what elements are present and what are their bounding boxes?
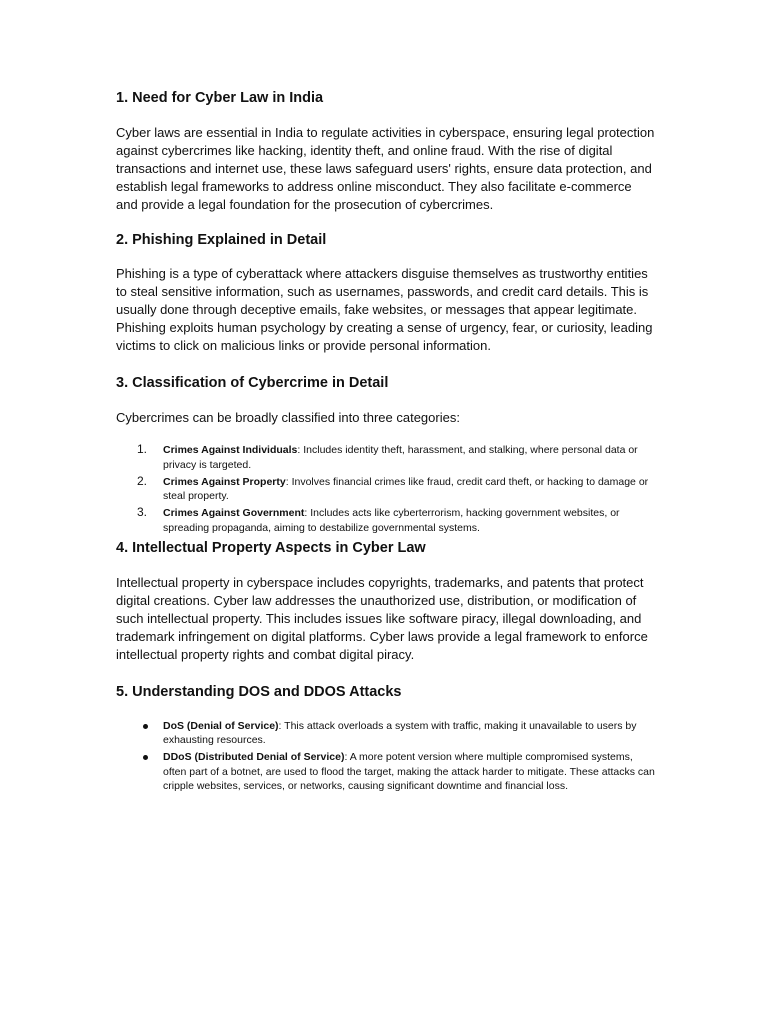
- list-item: [116, 750, 656, 794]
- list-item: [116, 719, 656, 748]
- list-number: 2.: [137, 473, 148, 488]
- section-5-heading: 5. Understanding DOS and DDOS Attacks: [116, 683, 402, 700]
- bullet-icon: [143, 755, 148, 760]
- list-item-text: : Includes acts like cyberterrorism, hacking government websites, or spreading propaganda, aiming to destabilize governmental systems.: [163, 507, 620, 534]
- list-number: 3.: [137, 505, 148, 519]
- section-4-heading: 4. Intellectual Property Aspects in Cyber Law: [116, 539, 426, 556]
- list-item-text: : Involves financial crimes like fraud, credit card theft, or hacking to damage or steal property.: [163, 475, 649, 502]
- list-number: 1.: [137, 442, 148, 456]
- list-item-term: Crimes Against Individuals: [163, 444, 298, 456]
- list-item: [116, 443, 656, 472]
- document-body: [116, 88, 656, 796]
- bullet-icon: [143, 724, 148, 729]
- list-item: [116, 475, 656, 504]
- list-item-term: Crimes Against Government: [163, 507, 305, 519]
- section-4-paragraph: Intellectual property in cyberspace includes copyrights, trademarks, and patents that protect digital creations. Cyber law addresses the unauthorized use, distribution, or modification of such intellectual property. This includes issues like software piracy, illegal downloading, and trademark infringement on digital platforms. Cyber laws provide a legal framework to enforce intellectual property rights and combat digital piracy.: [116, 574, 648, 662]
- section-2-paragraph: Phishing is a type of cyberattack where attackers disguise themselves as trustworthy entities to steal sensitive information, such as usernames, passwords, and credit card details. This is usually done through deceptive emails, fake websites, or messages that appear legitimate. Phishing exploits human psychology by creating a sense of urgency, fear, or curiosity, leading victims to click on malicious links or provide personal information.: [116, 266, 653, 353]
- list-item: [116, 506, 656, 535]
- list-item-term: Crimes Against Property: [163, 475, 286, 488]
- section-3-paragraph: Cybercrimes can be broadly classified into three categories:: [116, 410, 460, 425]
- list-item-text: : Includes identity theft, harassment, and stalking, where personal data or privacy is targeted.: [163, 444, 638, 471]
- section-3-heading: 3. Classification of Cybercrime in Detail: [116, 375, 389, 391]
- list-item-term: DDoS (Distributed Denial of Service): [163, 751, 345, 763]
- section-1-paragraph: Cyber laws are essential in India to regulate activities in cyberspace, ensuring legal protection against cybercrimes like hacking, identity theft, and online fraud. With the rise of digital transactions and internet use, these laws safeguard users' rights, ensure data protection, and establish legal frameworks to address online misconduct. They also facilitate e-commerce and provide a legal foundation for the prosecution of cybercrimes.: [116, 125, 655, 212]
- attack-type-list: [116, 719, 656, 794]
- list-item-term: DoS (Denial of Service): [163, 719, 279, 732]
- cybercrime-category-list: [116, 443, 656, 535]
- section-1-heading: 1. Need for Cyber Law in India: [116, 90, 324, 106]
- list-item-text: : A more potent version where multiple compromised systems, often part of a botnet, are used to flood the target, making the attack harder to mitigate. These attacks can cripple websites, services, or networks, causing significant downtime and financial loss.: [163, 751, 655, 792]
- section-2-heading: 2. Phishing Explained in Detail: [116, 232, 327, 248]
- list-item-text: : This attack overloads a system with traffic, making it unavailable to users by exhausting resources.: [163, 719, 637, 746]
